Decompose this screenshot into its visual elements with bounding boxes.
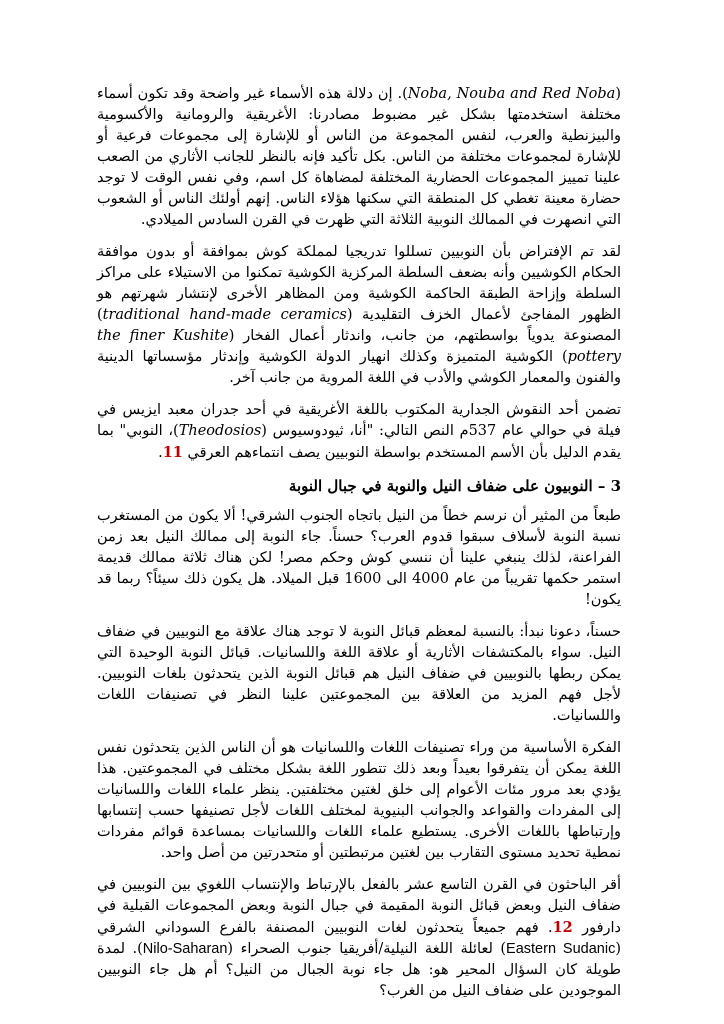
paragraph-7 xyxy=(97,875,621,1002)
paragraph-5: حسناً، دعونا نبدأ: بالنسبة لمعظم قبائل النوبة لا توجد هناك علاقة مع النوبيين في ضفاف النيل. سواء بالمكتشفات الأثارية أو علاقة اللغة واللسانيات. قبائل النوبة الوحيدة التي يمكن ربطها بالنوبيين في ضفاف النيل هم قبائل النوبة الذين يتحدثون بلغات النوبيين. لأجل فهم المزيد من العلاقة بين المجموعتين علينا النظر في تصنيفات اللغات واللسانيات. xyxy=(97,624,621,724)
paragraph-text: تضمن أحد النقوش الجدارية المكتوب باللغة الأغريقية في أحد جدران معبد ايزيس في فيلة في حوالي عام 537م النص التالي: "أنا، ثيودوسيوس ( xyxy=(97,402,621,439)
latin-term: Nilo-Saharan xyxy=(142,941,228,957)
latin-term: the finer Kushite pottery xyxy=(97,328,621,365)
latin-term: Noba, Nouba and Red Noba xyxy=(407,86,616,102)
paragraph-text: ). لمدة طويلة كان السؤال المحير هو: هل جاء نوبة الجبال من النيل؟ أم هل جاء النوبيين الموجودين على ضفاف النيل من الغرب؟ xyxy=(97,941,621,999)
paragraph-text: . xyxy=(158,445,163,461)
paragraph-3 xyxy=(97,400,621,464)
paragraph-text: )، النوبي" بما يقدم الدليل بأن الأسم المستخدم بواسطة النوبيين يصف انتماءهم العرقي xyxy=(97,423,621,461)
paragraph-text: ). إن دلالة هذه الأسماء غير واضحة وقد تكون أسماء مختلفة استخدمتها بشكل غير مضبوط مصادرنا: الأغريقية والرومانية والأكسومية والبيزنطية والعرب، لنفس المجموعة من الناس أو للإشارة إلى مجموعات فرعية أو للإشارة لمجموعات مختلفة من الناس. بكل تأكيد فإنه بالنظر للجانب الأثاري من الصعب علينا تمييز المجموعات الحضارية المختلفة لمضاهاة كل اسم، وفي نفس الوقت لا توجد حضارة معينة تغطي كل المنطقة التي سكنها هؤلاء الناس. إنهم أولئك الناس أو الشعوب التي انصهرت في الممالك النوبية الثلاثة التي ظهرت في القرن السادس الميلادي. xyxy=(97,86,621,228)
paragraph-2 xyxy=(97,242,621,389)
reference-number: 12 xyxy=(552,919,573,936)
paragraph-text: ) المصنوعة يدوياً بواسطتهم، من جانب، واندثار أعمال الفخار ( xyxy=(97,307,621,344)
paragraph-text: . فهم جميعاً يتحدثون لغات النوبيين المصنفة بالفرع السوداني الشرقي ( xyxy=(97,920,622,957)
paragraph-4: طبعاً من المثير أن نرسم خطاً من النيل باتجاه الجنوب الشرقي! ألا يكون من المستغرب نسبة النوبة لأسلاف سبقوا قدوم العرب؟ حسناً. جاء النوبة إلى ممالك النيل بعد زمن الفراعنة، لذلك ينبغي علينا أن ننسي كوش وحكم مصر! لكن هناك ثلاثة ممالك قديمة استمر حكمها تقريباً من عام 4000 الى 1600 قبل الميلاد. هل يكون ذلك سيئاً؟ ربما قد يكون! xyxy=(97,508,621,608)
paragraph-1: (Noba, Nouba and Red Noba). إن دلالة هذه الأسماء غير واضحة وقد تكون أسماء مختلفة استخدمتها بشكل غير مضبوط مصادرنا: الأغريقية والرومانية والأكسومية والبيزنطية والعرب، لنفس المجموعة من الناس أو للإشارة إلى مجموعات فرعية أو للإشارة لمجموعات مختلفة من الناس. بكل تأكيد فإنه بالنظر للجانب الأثاري من الصعب علينا تمييز المجموعات الحضارية المختلفة لمضاهاة كل اسم، وفي نفس الوقت لا توجد حضارة معينة تغطي كل المنطقة التي سكنها هؤلاء الناس. إنهم أولئك الناس أو الشعوب التي انصهرت في الممالك النوبية الثلاثة التي ظهرت في القرن السادس الميلادي. xyxy=(97,86,621,228)
latin-term: Eastern Sudanic xyxy=(506,941,616,957)
paragraph-6: الفكرة الأساسية من وراء تصنيفات اللغات واللسانيات هو أن الناس الذين يتحدثون نفس اللغة يمكن أن يتفرقوا بعيداً وبعد ذلك تتطور اللغة بشكل مختلف في المجموعتين. هذا يؤدي بعد مرور مئات الأعوام إلى خلق لغتين مختلفتين. ينظر علماء اللغات واللسانيات إلى المفردات والقواعد والجوانب البنيوية لمختلف اللغات لأجل تصنيفها حسب إنتسابها وإرتباطها باللغات الأخرى. يستطيع علماء اللغات واللسانيات بمساعدة قوائم مفردات نمطية تحديد مستوى التقارب بين لغتين مرتبطتين أو متحدرتين من أصل واحد. xyxy=(97,740,621,861)
latin-term: traditional hand-made ceramics xyxy=(102,307,347,323)
paragraph-text: ) لعائلة اللغة النيلية/أفريقيا جنوب الصحراء ( xyxy=(227,941,507,957)
reference-number: 11 xyxy=(162,444,183,461)
latin-term: Theodosios xyxy=(178,423,262,439)
paragraph-text: ) الكوشية المتميزة وكذلك انهيار الدولة الكوشية وإندثار مؤسساتها الدينية والفنون والمعمار الكوشي والأدب في اللغة المروية من جانب آخر. xyxy=(97,349,621,386)
paragraph-text: لقد تم الإفتراض بأن النوبيين تسللوا تدريجيا لمملكة كوش بموافقة أو بدون موافقة الحكام الكوشيين وأنه بضعف السلطة المركزية الكوشية تمكنوا من الاستيلاء على مراكز السلطة وإزاحة الطبقة الحاكمة الكوشية ومن المظاهر الأخرى لإنتشار شهرتهم هو الظهور المفاجئ لأعمال الخزف التقليدية ( xyxy=(97,244,621,323)
section-heading: 3 – النوبيون على ضفاف النيل والنوبة في جبال النوبة xyxy=(288,477,621,495)
paragraph-text: أقر الباحثون في القرن التاسع عشر بالفعل بالإرتباط والإنتساب اللغوي بين النوبيين في ضفاف النيل وبعض قبائل النوبة المقيمة في جبال النوبة وبعض المجموعات القبلية في دارفور xyxy=(97,877,622,936)
